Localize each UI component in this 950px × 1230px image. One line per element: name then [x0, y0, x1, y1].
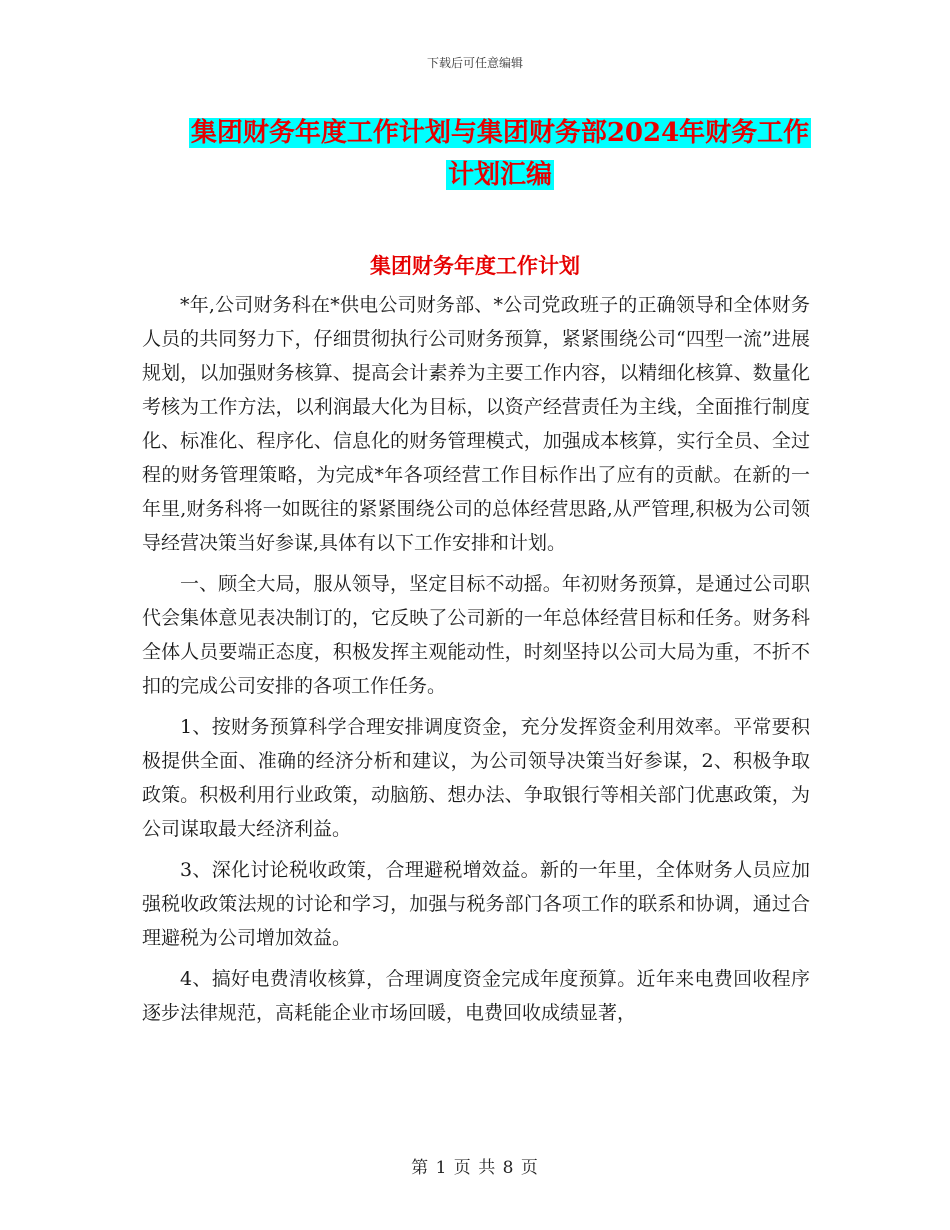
- paragraph-item-1-2: 1、按财务预算科学合理安排调度资金，充分发挥资金利用效率。平常要积极提供全面、准确的经济分析和建议，为公司领导决策当好参谋，2、积极争取政策。积极利用行业政策，动脑筋、想办法、争取银行等相关部门优惠政策，为公司谋取最大经济利益。: [142, 716, 810, 840]
- document-title: [150, 112, 850, 196]
- paragraph-item-3: 3、深化讨论税收政策，合理避税增效益。新的一年里，全体财务人员应加强税收政策法规的讨论和学习，加强与税务部门各项工作的联系和协调，通过合理避税为公司增加效益。: [142, 859, 810, 949]
- document-body: [142, 288, 810, 1037]
- document-title-line2: 计划汇编: [447, 160, 552, 190]
- page-number: 第 1 页 共 8 页: [411, 1158, 539, 1178]
- paragraph-intro: *年,公司财务科在*供电公司财务部、*公司党政班子的正确领导和全体财务人员的共同努力下，仔细贯彻执行公司财务预算，紧紧围绕公司“四型一流”进展规划，以加强财务核算、提高会计素养为主要工作内容，以精细化核算、数量化考核为工作方法，以利润最大化为目标，以资产经营责任为主线，全面推行制度化、标准化、程序化、信息化的财务管理模式，加强成本核算，实行全员、全过程的财务管理策略，为完成*年各项经营工作目标作出了应有的贡献。在新的一年里,财务科将一如既往的紧紧围绕公司的总体经营思路,从严管理,积极为公司领导经营决策当好参谋,具体有以下工作安排和计划。: [142, 294, 810, 554]
- paragraph-item-4: 4、搞好电费清收核算，合理调度资金完成年度预算。近年来电费回收程序逐步法律规范，高耗能企业市场回暖，电费回收成绩显著，: [142, 968, 810, 1024]
- header-note: 下载后可任意编辑: [426, 56, 523, 70]
- document-title-line1: 集团财务年度工作计划与集团财务部2024年财务工作: [190, 118, 810, 148]
- paragraph-section-1: 一、顾全大局，服从领导，坚定目标不动摇。年初财务预算，是通过公司职代会集体意见表决制订的，它反映了公司新的一年总体经营目标和任务。财务科全体人员要端正态度，积极发挥主观能动性，时刻坚持以公司大局为重，不折不扣的完成公司安排的各项工作任务。: [142, 573, 810, 697]
- section-title: 集团财务年度工作计划: [370, 253, 580, 278]
